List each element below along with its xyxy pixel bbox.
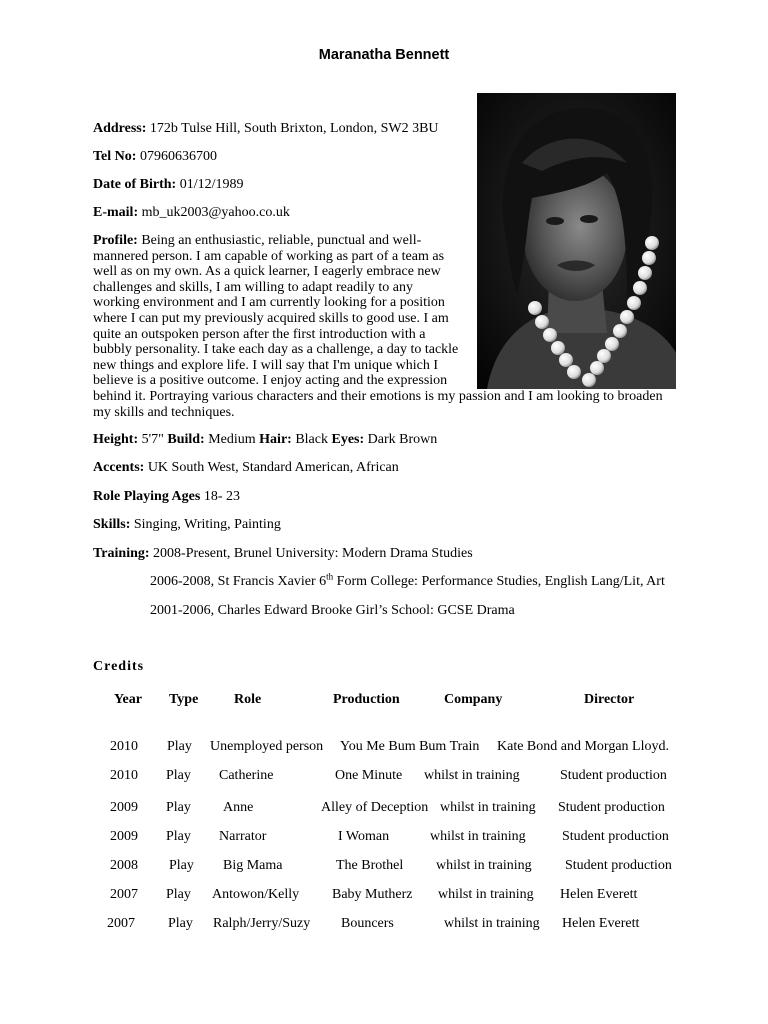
- address-label: Address:: [93, 121, 147, 136]
- build-label: Build:: [167, 432, 205, 447]
- credit-cell-type: Play: [166, 887, 191, 902]
- credits-heading: Credits: [93, 659, 145, 674]
- credit-cell-director: Student production: [560, 768, 667, 783]
- credit-cell-company: whilst in training: [436, 858, 532, 873]
- dob-line: [93, 177, 243, 193]
- height-label: Height:: [93, 432, 139, 447]
- profile-label: Profile:: [93, 233, 138, 248]
- address-value: 172b Tulse Hill, South Brixton, London, SW2 3BU: [149, 121, 439, 136]
- build-value: Medium: [208, 432, 256, 447]
- skills-value: Singing, Writing, Painting: [133, 517, 281, 532]
- ages-line: [93, 489, 240, 505]
- column-header-director: Director: [584, 692, 635, 707]
- profile-paragraph: [93, 233, 673, 420]
- column-header-year: Year: [114, 692, 142, 707]
- credit-cell-year: 2009: [110, 829, 138, 844]
- credit-cell-company: Kate Bond and Morgan Lloyd.: [497, 739, 669, 754]
- height-value: 5'7": [141, 432, 164, 447]
- credit-cell-role: Ralph/Jerry/Suzy: [213, 916, 311, 931]
- credit-cell-company: whilst in training: [444, 916, 540, 931]
- credit-cell-director: Student production: [558, 800, 665, 815]
- training-label: Training:: [93, 546, 150, 561]
- training-item-1: 2008-Present, Brunel University: Modern Drama Studies: [153, 546, 473, 561]
- credit-cell-role: Unemployed person: [210, 739, 324, 754]
- training-item-2: 2006-2008, St Francis Xavier 6: [150, 574, 327, 589]
- credit-cell-company: whilst in training: [438, 887, 534, 902]
- profile-text: Being an enthusiastic, reliable, punctual and well-mannered person. I am capable of working as part of a team as well as on my own. As a quick learner, I eagerly embrace new challenges and skills, I am willing to adapt readily to any working environment and I am currently looking for a position where I can put my previously acquired skills to good use. I am quite an outspoken person after the first introduction with a bubbly personality. I take each day as a challenge, a day to tackle new things and explore life. I will say that I'm unique which I believe is a positive outcome. I enjoy acting and the expression behind it. Portraying various characters and their emotions is my passion and I am looking to broaden my skills and techniques.: [93, 233, 663, 420]
- tel-value: 07960636700: [139, 149, 217, 164]
- credit-cell-company: whilst in training: [430, 829, 526, 844]
- credit-cell-role: Antowon/Kelly: [212, 887, 300, 902]
- credit-cell-production: One Minute: [335, 768, 403, 783]
- credit-cell-director: Helen Everett: [562, 916, 640, 931]
- credit-cell-production: You Me Bum Bum Train: [340, 739, 480, 754]
- credit-cell-company: whilst in training: [424, 768, 520, 783]
- accents-line: [93, 460, 399, 476]
- email-line: [93, 205, 290, 221]
- accents-label: Accents:: [93, 460, 145, 475]
- training-line-1: [93, 546, 473, 562]
- ages-label: Role Playing Ages: [93, 489, 201, 504]
- physical-line: [93, 432, 437, 448]
- credit-cell-production: Alley of Deception: [321, 800, 429, 815]
- dob-value: 01/12/1989: [179, 177, 244, 192]
- training-item-3: 2001-2006, Charles Edward Brooke Girl’s School: GCSE Drama: [150, 603, 515, 618]
- tel-line: [93, 149, 217, 165]
- dob-label: Date of Birth:: [93, 177, 177, 192]
- credit-cell-type: Play: [169, 858, 194, 873]
- credit-cell-type: Play: [166, 768, 191, 783]
- credit-cell-role: Anne: [223, 800, 254, 815]
- training-item-2-rest: Form College: Performance Studies, English Lang/Lit, Art: [333, 574, 665, 589]
- training-line-3: [150, 603, 515, 619]
- credit-cell-production: Bouncers: [341, 916, 394, 931]
- credit-cell-director: Helen Everett: [560, 887, 638, 902]
- column-header-company: Company: [444, 692, 503, 707]
- ages-value: 18- 23: [203, 489, 241, 504]
- credit-cell-year: 2010: [110, 739, 138, 754]
- credit-cell-production: I Woman: [338, 829, 390, 844]
- column-header-production: Production: [333, 692, 400, 707]
- hair-label: Hair:: [259, 432, 292, 447]
- address-line: [93, 121, 439, 137]
- email-value: mb_uk2003@yahoo.co.uk: [141, 205, 290, 220]
- training-item-2-sup: th: [326, 571, 334, 582]
- credit-cell-year: 2008: [110, 858, 138, 873]
- credit-cell-role: Catherine: [219, 768, 274, 783]
- credit-cell-type: Play: [168, 916, 193, 931]
- eyes-label: Eyes:: [331, 432, 365, 447]
- credit-cell-year: 2010: [110, 768, 138, 783]
- skills-line: [93, 517, 281, 533]
- credit-cell-role: Big Mama: [223, 858, 283, 873]
- credit-cell-year: 2007: [107, 916, 135, 931]
- tel-label: Tel No:: [93, 149, 137, 164]
- credit-cell-type: Play: [167, 739, 192, 754]
- credit-cell-company: whilst in training: [440, 800, 536, 815]
- page-title: Maranatha Bennett: [318, 47, 450, 63]
- skills-label: Skills:: [93, 517, 131, 532]
- credit-cell-director: Student production: [565, 858, 672, 873]
- credit-cell-production: The Brothel: [336, 858, 404, 873]
- hair-value: Black: [295, 432, 328, 447]
- credit-cell-type: Play: [166, 829, 191, 844]
- credit-cell-role: Narrator: [219, 829, 267, 844]
- training-line-2: [150, 571, 665, 590]
- credit-cell-year: 2007: [110, 887, 138, 902]
- column-header-role: Role: [234, 692, 262, 707]
- eyes-value: Dark Brown: [367, 432, 438, 447]
- credit-cell-year: 2009: [110, 800, 138, 815]
- email-label: E-mail:: [93, 205, 139, 220]
- column-header-type: Type: [169, 692, 199, 707]
- credit-cell-production: Baby Mutherz: [332, 887, 413, 902]
- credit-cell-director: Student production: [562, 829, 669, 844]
- credit-cell-type: Play: [166, 800, 191, 815]
- accents-value: UK South West, Standard American, African: [147, 460, 399, 475]
